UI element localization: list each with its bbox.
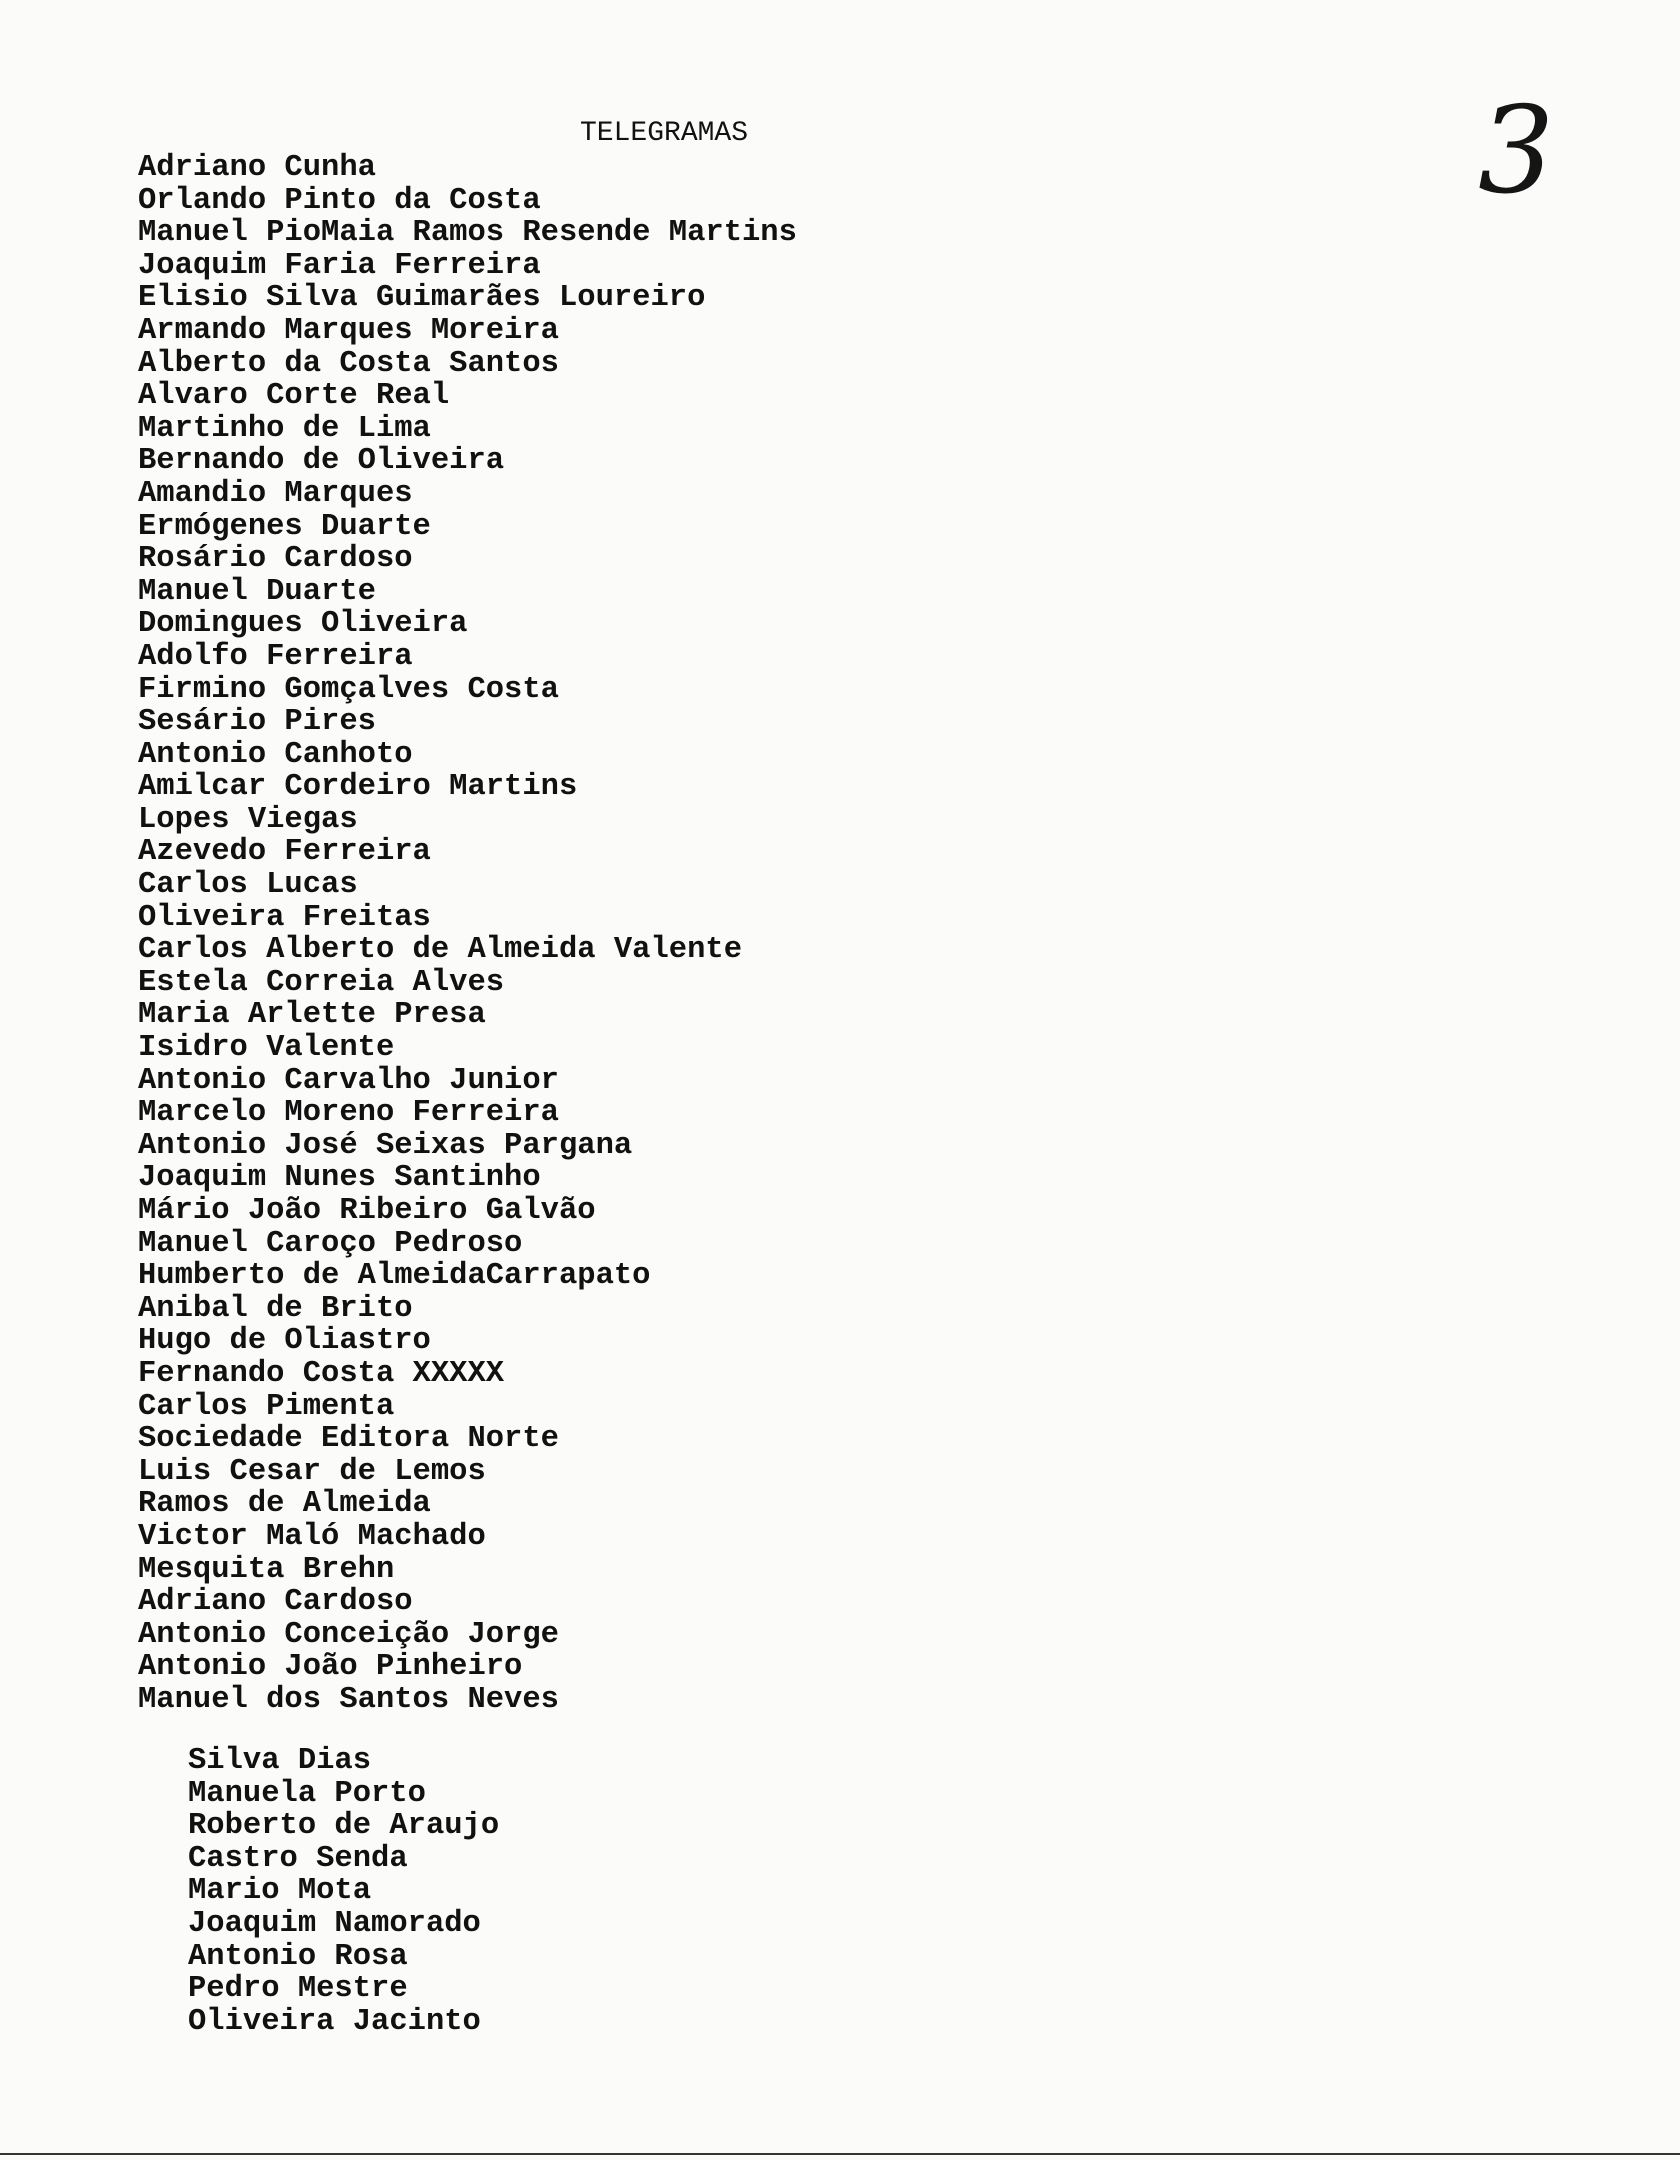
list-item: Ermógenes Duarte [138,509,431,544]
list-item: Carlos Lucas [138,868,358,903]
list-item: Adriano Cardoso [138,1585,413,1620]
list-item: Manuela Porto [188,1776,426,1811]
list-item: Mario Mota [188,1874,372,1909]
list-item: Fernando Costa XXXXX [138,1356,505,1391]
list-item: Rosário Cardoso [138,542,413,577]
page-bottom-edge [0,2153,1680,2155]
list-item: Manuel Caroço Pedroso [138,1226,523,1261]
list-item: Mesquita Brehn [138,1552,395,1587]
list-item: Antonio João Pinheiro [138,1650,523,1685]
list-item: Hugo de Oliastro [138,1324,431,1359]
list-item: Alvaro Corte Real [138,379,450,414]
list-item: Joaquim Faria Ferreira [138,248,541,283]
list-item: Estela Correia Alves [138,965,505,1000]
list-item: Alberto da Costa Santos [138,346,559,381]
list-item: Carlos Pimenta [138,1389,395,1424]
list-item: Luis Cesar de Lemos [138,1454,486,1489]
list-item: Victor Maló Machado [138,1519,486,1554]
list-item: Oliveira Freitas [138,900,431,935]
list-item: Ramos de Almeida [138,1487,431,1522]
document-title: TELEGRAMAS [580,118,749,149]
list-item: Antonio Rosa [188,1939,408,1974]
list-item: Isidro Valente [138,1031,395,1066]
list-item: Adolfo Ferreira [138,639,413,674]
list-item: Joaquim Nunes Santinho [138,1161,541,1196]
list-item: Adriano Cunha [138,151,376,185]
list-item: Marcelo Moreno Ferreira [138,1096,559,1131]
list-item: Manuel Duarte [138,574,376,609]
list-item: Maria Arlette Presa [138,998,486,1033]
list-item: Bernando de Oliveira [138,444,505,479]
list-item: Antonio Canhoto [138,737,413,772]
list-item: Azevedo Ferreira [138,835,431,870]
list-item: Humberto de AlmeidaCarrapato [138,1259,651,1294]
list-item: Orlando Pinto da Costa [138,183,541,218]
list-item: Sesário Pires [138,705,376,740]
list-item: Martinho de Lima [138,411,431,446]
list-item: Elisio Silva Guimarães Loureiro [138,281,706,316]
list-item: Anibal de Brito [138,1291,413,1326]
list-item: Antonio José Seixas Pargana [138,1128,633,1163]
list-item: Armando Marques Moreira [138,313,559,348]
list-item: Amandio Marques [138,476,413,511]
list-item: Mário João Ribeiro Galvão [138,1194,596,1228]
list-item: Carlos Alberto de Almeida Valente [138,933,742,968]
page-number: 3 [1478,82,1555,221]
list-item: Pedro Mestre [188,1972,408,2007]
list-item: Amilcar Cordeiro Martins [138,770,578,805]
list-item: Manuel dos Santos Neves [138,1682,559,1717]
list-item: Roberto de Araujo [188,1809,500,1844]
list-item: Manuel PioMaia Ramos Resende Martins [138,216,797,251]
list-item: Joaquim Namorado [188,1906,481,1941]
list-item: Domingues Oliveira [138,607,468,642]
names-list-indented [188,1745,499,2038]
list-item: Antonio Carvalho Junior [138,1063,559,1098]
list-item: Firmino Gomçalves Costa [138,672,559,707]
list-item: Oliveira Jacinto [188,2004,481,2039]
list-item: Castro Senda [188,1841,408,1876]
list-item: Lopes Viegas [138,802,358,837]
list-item: Sociedade Editora Norte [138,1422,559,1457]
list-item: Antonio Conceição Jorge [138,1617,559,1652]
names-list [138,152,797,1717]
list-item: Silva Dias [188,1744,372,1778]
